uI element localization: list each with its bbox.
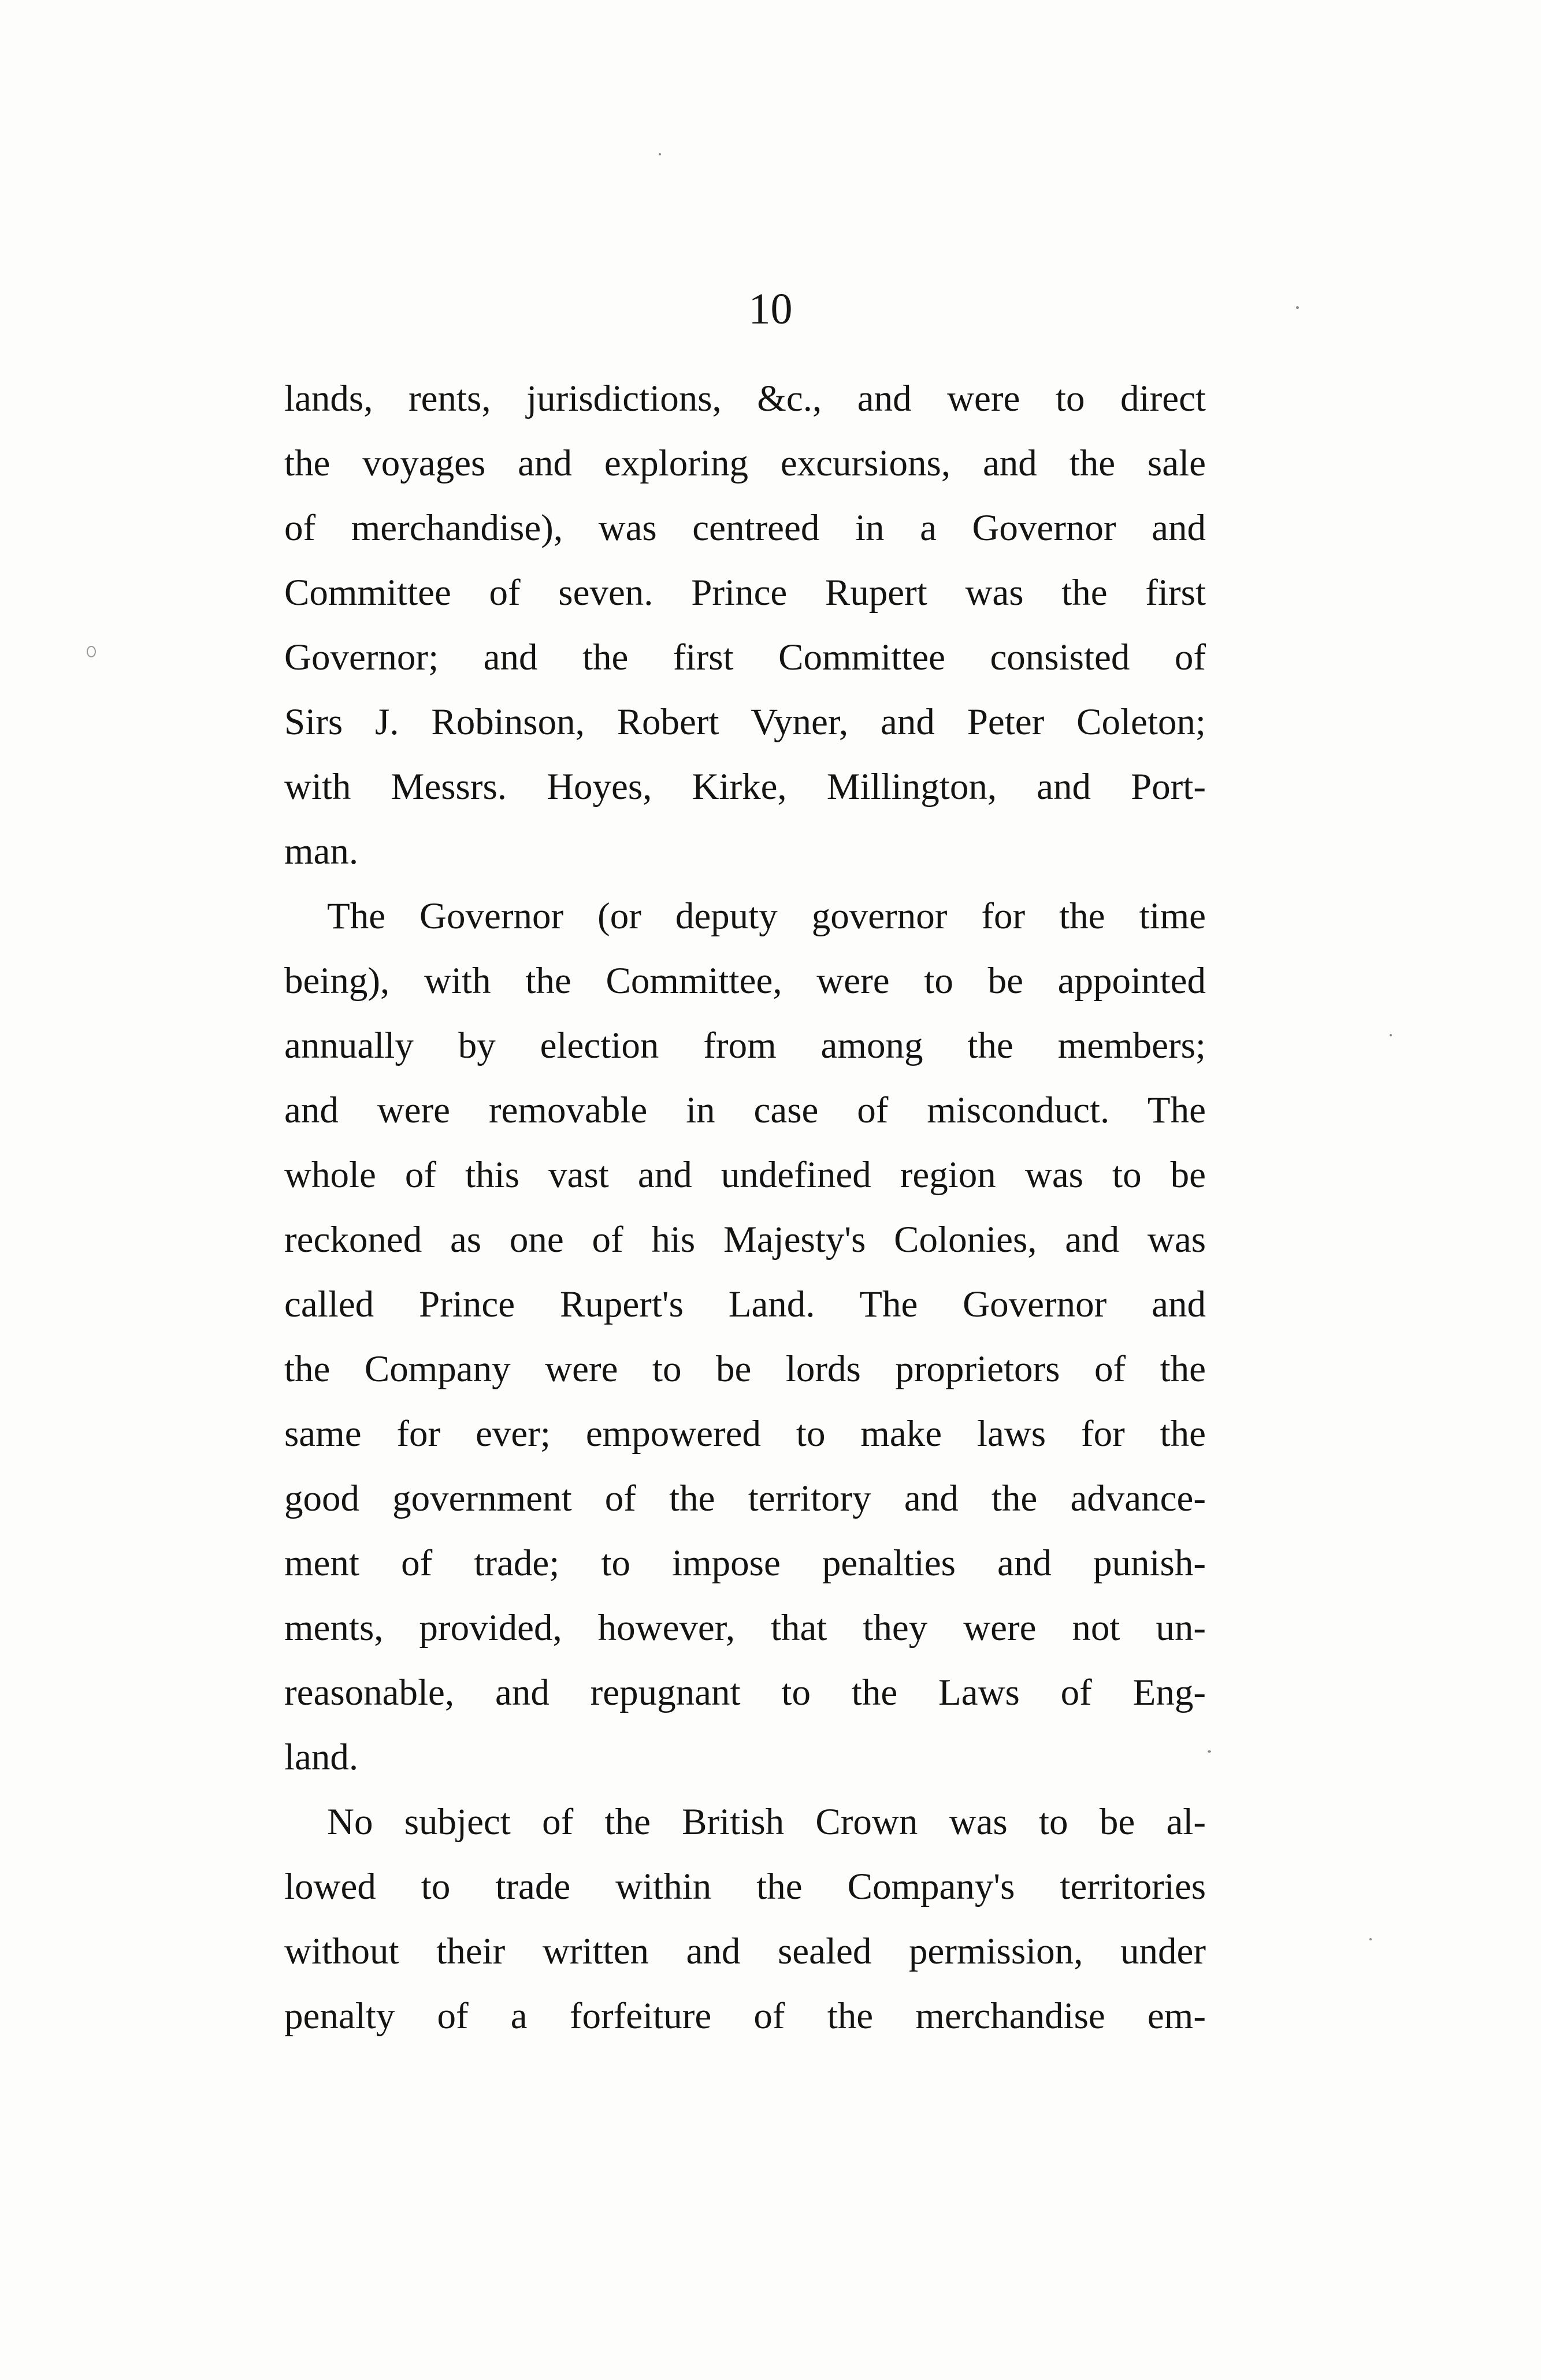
scan-speck <box>1208 1750 1211 1753</box>
text-line: Governor; and the first Committee consisted of <box>284 637 1206 678</box>
text-line: ments, provided, however, that they were not un- <box>284 1607 1206 1649</box>
text-line: annually by election from among the members; <box>284 1025 1206 1066</box>
text-line: lowed to trade within the Company's territories <box>284 1866 1206 1907</box>
text-line: man. <box>284 831 359 872</box>
text-line: the voyages and exploring excursions, and the sale <box>284 442 1206 484</box>
text-line: whole of this vast and undefined region was to be <box>284 1154 1206 1196</box>
text-line: penalty of a forfeiture of the merchandise em- <box>284 1995 1206 2037</box>
text-line: Committee of seven. Prince Rupert was the first <box>284 572 1206 613</box>
text-line: without their written and sealed permission, under <box>284 1931 1206 1972</box>
text-line: the Company were to be lords proprietors of the <box>284 1348 1206 1390</box>
text-line: being), with the Committee, were to be appointed <box>284 960 1206 1002</box>
paragraph-start-line: The Governor (or deputy governor for the time <box>327 895 1206 937</box>
paragraph-start-line: No subject of the British Crown was to be al- <box>327 1801 1206 1843</box>
scan-speck <box>1296 306 1299 309</box>
body-text <box>284 366 1206 2048</box>
scan-speck <box>1369 1938 1372 1940</box>
text-line: reasonable, and repugnant to the Laws of Eng- <box>284 1672 1206 1713</box>
text-line: and were removable in case of misconduct. The <box>284 1089 1206 1131</box>
text-line: with Messrs. Hoyes, Kirke, Millington, and Port- <box>284 766 1206 808</box>
text-line: lands, rents, jurisdictions, &c., and were to direct <box>284 378 1206 419</box>
text-line: of merchandise), was centreed in a Governor and <box>284 507 1206 549</box>
page-number: 10 <box>748 285 793 333</box>
text-line: ment of trade; to impose penalties and punish- <box>284 1542 1206 1584</box>
text-line: reckoned as one of his Majesty's Colonies, and was <box>284 1219 1206 1260</box>
text-line: land. <box>284 1736 359 1778</box>
scan-speck <box>87 646 96 657</box>
scan-speck <box>1390 1034 1392 1036</box>
text-line: Sirs J. Robinson, Robert Vyner, and Peter Coleton; <box>284 701 1206 743</box>
text-line: called Prince Rupert's Land. The Governor and <box>284 1284 1206 1325</box>
text-line: good government of the territory and the advance- <box>284 1478 1206 1519</box>
scan-speck <box>659 153 661 155</box>
text-line: same for ever; empowered to make laws for the <box>284 1413 1206 1455</box>
